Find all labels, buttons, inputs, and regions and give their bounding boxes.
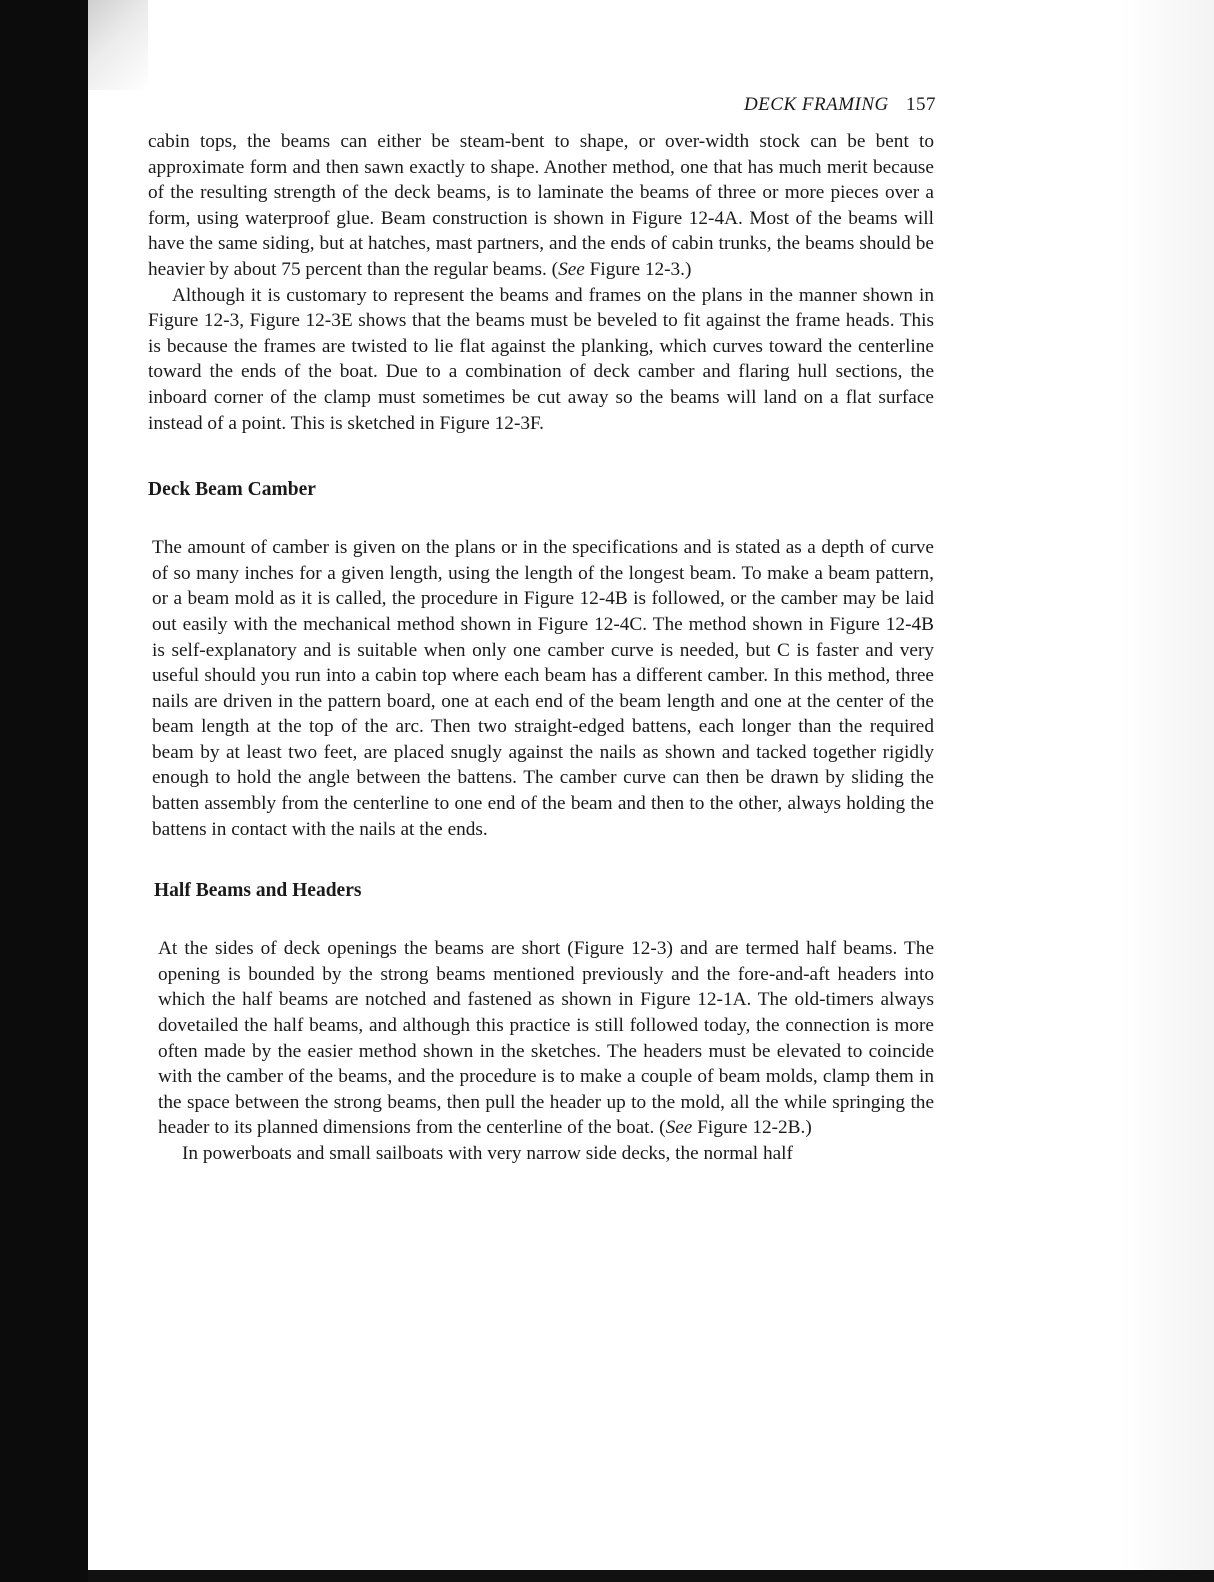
body-paragraph: In powerboats and small sailboats with very narrow side decks, the normal half <box>182 1143 793 1164</box>
running-header <box>600 94 936 116</box>
body-paragraph: At the sides of deck openings the beams are short (Figure 12-3) and are termed half beams. The opening is bounded by the strong beams mentioned previously and the fore-and-aft headers into which the half beams are notched and fastened as shown in Figure 12-1A. The old-timers always dovetailed the half beams, and although this practice is still followed today, the connection is more often made by the easier method shown in the sketches. The headers must be elevated to coincide with the camber of the beams, and the procedure is to make a couple of beam molds, clamp them in the space between the strong beams, then pull the header up to the mold, all the while springing the header to its planned dimensions from the centerline of the boat. (See Figure 12-2B.) <box>158 938 934 1139</box>
page-body <box>148 129 934 1167</box>
body-paragraph: The amount of camber is given on the plans or in the specifications and is stated as a depth of curve of so many inches for a given length, using the length of the longest beam. To make a beam pattern, or a beam mold as it is called, the procedure in Figure 12-4B is followed, or the camber may be laid out easily with the mechanical method shown in Figure 12-4C. The method shown in Figure 12-4B is self-explanatory and is suitable when only one camber curve is needed, but C is faster and very useful should you run into a cabin top where each beam has a different camber. In this method, three nails are driven in the pattern board, one at each end of the beam length and one at the center of the beam length at the top of the arc. Then two straight-edged battens, each longer than the required beam by at least two feet, are placed snugly against the nails as shown and tacked together rigidly enough to hold the angle between the battens. The camber curve can then be drawn by sliding the batten assembly from the centerline to one end of the beam and then to the other, always holding the battens in contact with the nails at the ends. <box>152 537 934 840</box>
running-title: DECK FRAMING <box>743 94 889 115</box>
scan-bottom-border <box>88 1570 1214 1582</box>
body-paragraph: cabin tops, the beams can either be steam-bent to shape, or over-width stock can be bent to approximate form and then sawn exactly to shape. Another method, one that has much merit because of the resulting strength of the deck beams, is to laminate the beams of three or more pieces over a form, using waterproof glue. Beam construction is shown in Figure 12-4A. Most of the beams will have the same siding, but at hatches, mast partners, and the ends of cabin trunks, the beams should be heavier by about 75 percent than the regular beams. (See Figure 12-3.) <box>148 131 934 280</box>
section-heading-half-beams-and-headers: Half Beams and Headers <box>154 880 362 902</box>
page-number: 157 <box>906 94 936 115</box>
scan-right-shadow <box>1120 0 1214 1582</box>
scan-corner-shadow <box>88 0 148 90</box>
scan-left-border <box>0 0 88 1582</box>
section-heading-deck-beam-camber: Deck Beam Camber <box>148 479 316 501</box>
body-paragraph: Although it is customary to represent the beams and frames on the plans in the manner shown in Figure 12-3, Figure 12-3E shows that the beams must be beveled to fit against the frame heads. This is because the frames are twisted to lie flat against the planking, which curves toward the centerline toward the ends of the boat. Due to a combination of deck camber and flaring hull sections, the inboard corner of the clamp must sometimes be cut away so the beams will land on a flat surface instead of a point. This is sketched in Figure 12-3F. <box>148 284 934 434</box>
